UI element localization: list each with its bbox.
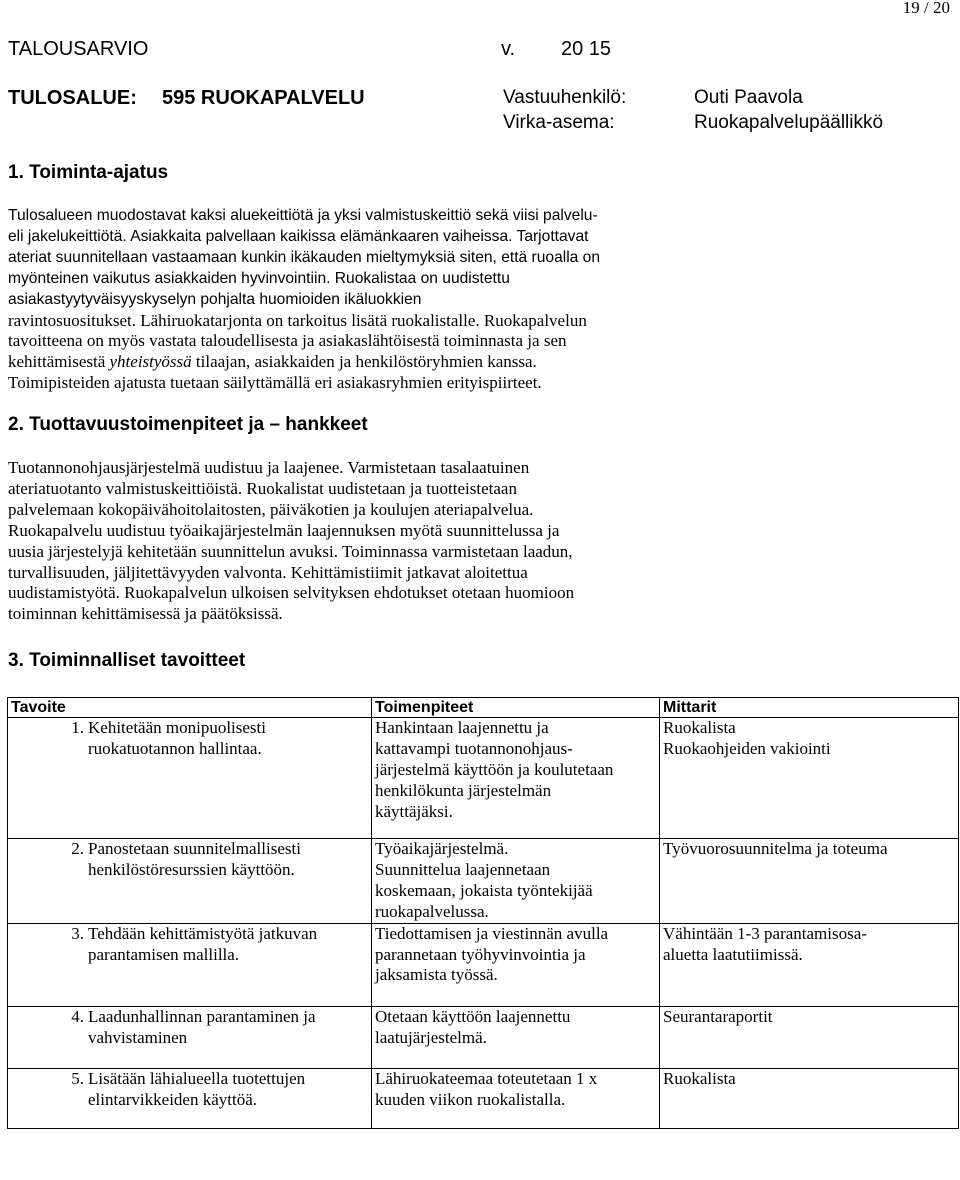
budget-year: 20 15 xyxy=(561,38,612,60)
cell-line: Panostetaan suunnitelmallisesti xyxy=(88,839,301,858)
cell-line: Ruokalista xyxy=(663,1068,736,1088)
metrics-cell xyxy=(660,718,959,839)
goal-number: 3. xyxy=(8,923,87,1006)
table-body xyxy=(8,718,959,1129)
column-header-goal: Tavoite xyxy=(8,698,372,718)
column-header-actions: Toimenpiteet xyxy=(372,698,660,718)
text-line: turvallisuuden, jäljitettävyyden valvonta. Kehittämistiimit jatkavat aloitettua xyxy=(8,562,528,582)
text-line: Tuotannonohjausjärjestelmä uudistuu ja laajenee. Varmistetaan tasalaatuinen xyxy=(8,458,530,477)
cell-line: Lisätään lähialueella tuotettujen xyxy=(88,1068,306,1088)
section-1-text xyxy=(8,206,698,394)
cell-line: Seurantaraportit xyxy=(663,1006,773,1026)
text-line: uusia järjestelyjä kehitetään suunnittelun avuksi. Toiminnassa varmistetaan laadun, xyxy=(8,541,573,561)
goal-cell xyxy=(86,718,372,839)
responsible-value: Outi Paavola xyxy=(694,87,803,108)
emphasis-text: yhteistyössä xyxy=(109,352,192,372)
metrics-cell xyxy=(660,839,959,924)
metrics-cell xyxy=(660,1006,959,1068)
table-row xyxy=(8,839,959,924)
cell-line: Suunnittelua laajennetaan xyxy=(375,859,551,879)
goal-cell xyxy=(86,923,372,1006)
cell-line: Ruokalista xyxy=(663,718,736,737)
goal-number: 5. xyxy=(8,1068,87,1128)
actions-cell xyxy=(372,718,660,839)
text-line: toiminnan kehittämisessä ja päätöksissä. xyxy=(8,604,283,624)
goal-number: 2. xyxy=(8,839,87,924)
table-row xyxy=(8,923,959,1006)
cell-line: kattavampi tuotannonohjaus- xyxy=(375,738,573,758)
section-2-text xyxy=(8,458,698,625)
metrics-cell xyxy=(660,923,959,1006)
position-label: Virka-asema: xyxy=(503,112,615,133)
actions-cell xyxy=(372,923,660,1006)
cell-line: ruokatuotannon hallintaa. xyxy=(88,738,262,758)
metrics-cell xyxy=(660,1068,959,1128)
result-area-value: 595 RUOKAPALVELU xyxy=(162,87,365,109)
column-header-metrics: Mittarit xyxy=(660,698,959,718)
section-heading: 2. Tuottavuustoimenpiteet ja – hankkeet xyxy=(8,414,368,435)
text-line: uudistamistyötä. Ruokapalvelun ulkoisen selvityksen ehdotukset otetaan huomioon xyxy=(8,583,575,603)
text-line: tavoitteena on myös vastata taloudellisesta ja asiakaslähtöisestä toiminnasta ja sen xyxy=(8,331,567,351)
cell-line: Työvuorosuunnitelma ja toteuma xyxy=(663,839,888,858)
goal-cell xyxy=(86,1068,372,1128)
cell-line: aluetta laatutiimissä. xyxy=(663,944,803,964)
cell-line: parantamisen mallilla. xyxy=(88,944,240,964)
result-area-label: TULOSALUE: xyxy=(8,87,137,109)
cell-line: henkilöstöresurssien käyttöön. xyxy=(88,859,295,879)
cell-line: vahvistaminen xyxy=(88,1027,188,1047)
cell-line: ruokapalvelussa. xyxy=(375,901,489,921)
text-line: ateriat suunnitellaan vastaamaan kunkin ikäkauden mieltymyksiä siten, että ruoalla on xyxy=(8,248,601,266)
text-line: eli jakelukeittiötä. Asiakkaita palvellaan kaikissa elämänkaaren vaiheissa. Tarjottavat xyxy=(8,227,589,245)
actions-cell xyxy=(372,1006,660,1068)
cell-line: Työaikajärjestelmä. xyxy=(375,839,509,858)
text-line: ateriatuotanto valmistuskeittiöistä. Ruokalistat uudistetaan ja tuotteistetaan xyxy=(8,478,517,498)
cell-line: henkilökunta järjestelmän xyxy=(375,780,552,800)
cell-line: Kehitetään monipuolisesti xyxy=(88,718,266,737)
text-line: ravintosuositukset. Lähiruokatarjonta on tarkoitus lisätä ruokalistalle. Ruokapalvelun xyxy=(8,310,587,330)
goal-cell xyxy=(86,1006,372,1068)
cell-line: kuuden viikon ruokalistalla. xyxy=(375,1089,566,1109)
goals-table xyxy=(7,697,959,1129)
cell-line: Lähiruokateemaa toteutetaan 1 x xyxy=(375,1068,598,1088)
goal-number: 1. xyxy=(8,718,87,839)
cell-line: Hankintaan laajennettu ja xyxy=(375,718,549,737)
table-row xyxy=(8,1068,959,1128)
section-heading: 1. Toiminta-ajatus xyxy=(8,162,169,183)
cell-line: Laadunhallinnan parantaminen ja xyxy=(88,1006,316,1026)
section-heading: 3. Toiminnalliset tavoitteet xyxy=(8,650,246,671)
position-value: Ruokapalvelupäällikkö xyxy=(694,112,884,133)
cell-line: laatujärjestelmä. xyxy=(375,1027,487,1047)
cell-line: Tiedottamisen ja viestinnän avulla xyxy=(375,923,609,943)
goal-cell xyxy=(86,839,372,924)
cell-line: käyttäjäksi. xyxy=(375,801,453,821)
cell-line: parannetaan työhyvinvointia ja xyxy=(375,944,586,964)
text-line: palvelemaan kokopäivähoitolaitosten, päiväkotien ja koulujen ateriapalvelua. xyxy=(8,499,534,519)
text-line: kehittämisestä yhteistyössä tilaajan, asiakkaiden ja henkilöstöryhmien kanssa. xyxy=(8,352,537,372)
table-row xyxy=(8,1006,959,1068)
cell-line: elintarvikkeiden käyttöä. xyxy=(88,1089,257,1109)
cell-line: Ruokaohjeiden vakiointi xyxy=(663,738,831,758)
page-number: 19 / 20 xyxy=(902,0,950,17)
cell-line: jaksamista työssä. xyxy=(375,965,498,985)
cell-line: Tehdään kehittämistyötä jatkuvan xyxy=(88,923,318,943)
text-line: Toimipisteiden ajatusta tuetaan säilyttämällä eri asiakasryhmien erityispiirteet. xyxy=(8,373,542,393)
actions-cell xyxy=(372,839,660,924)
cell-line: järjestelmä käyttöön ja koulutetaan xyxy=(375,759,614,779)
cell-line: koskemaan, jokaista työntekijää xyxy=(375,880,593,900)
cell-line: Vähintään 1-3 parantamisosa- xyxy=(663,923,867,943)
cell-line: Otetaan käyttöön laajennettu xyxy=(375,1006,571,1026)
table-header-row xyxy=(8,698,959,718)
actions-cell xyxy=(372,1068,660,1128)
goal-number: 4. xyxy=(8,1006,87,1068)
responsible-label: Vastuuhenkilö: xyxy=(503,87,627,108)
text-line: Tulosalueen muodostavat kaksi aluekeittiötä ja yksi valmistuskeittiö sekä viisi palvelu- xyxy=(8,207,598,224)
text-line: asiakastyytyväisyyskyselyn pohjalta huomioiden ikäluokkien xyxy=(8,290,422,308)
table-row xyxy=(8,718,959,839)
year-label: v. xyxy=(501,38,516,60)
text-line: myönteinen vaikutus asiakkaiden hyvinvointiin. Ruokalistaa on uudistettu xyxy=(8,269,510,287)
budget-title: TALOUSARVIO xyxy=(8,38,149,60)
text-line: Ruokapalvelu uudistuu työaikajärjestelmän laajennuksen myötä suunnittelussa ja xyxy=(8,520,560,540)
